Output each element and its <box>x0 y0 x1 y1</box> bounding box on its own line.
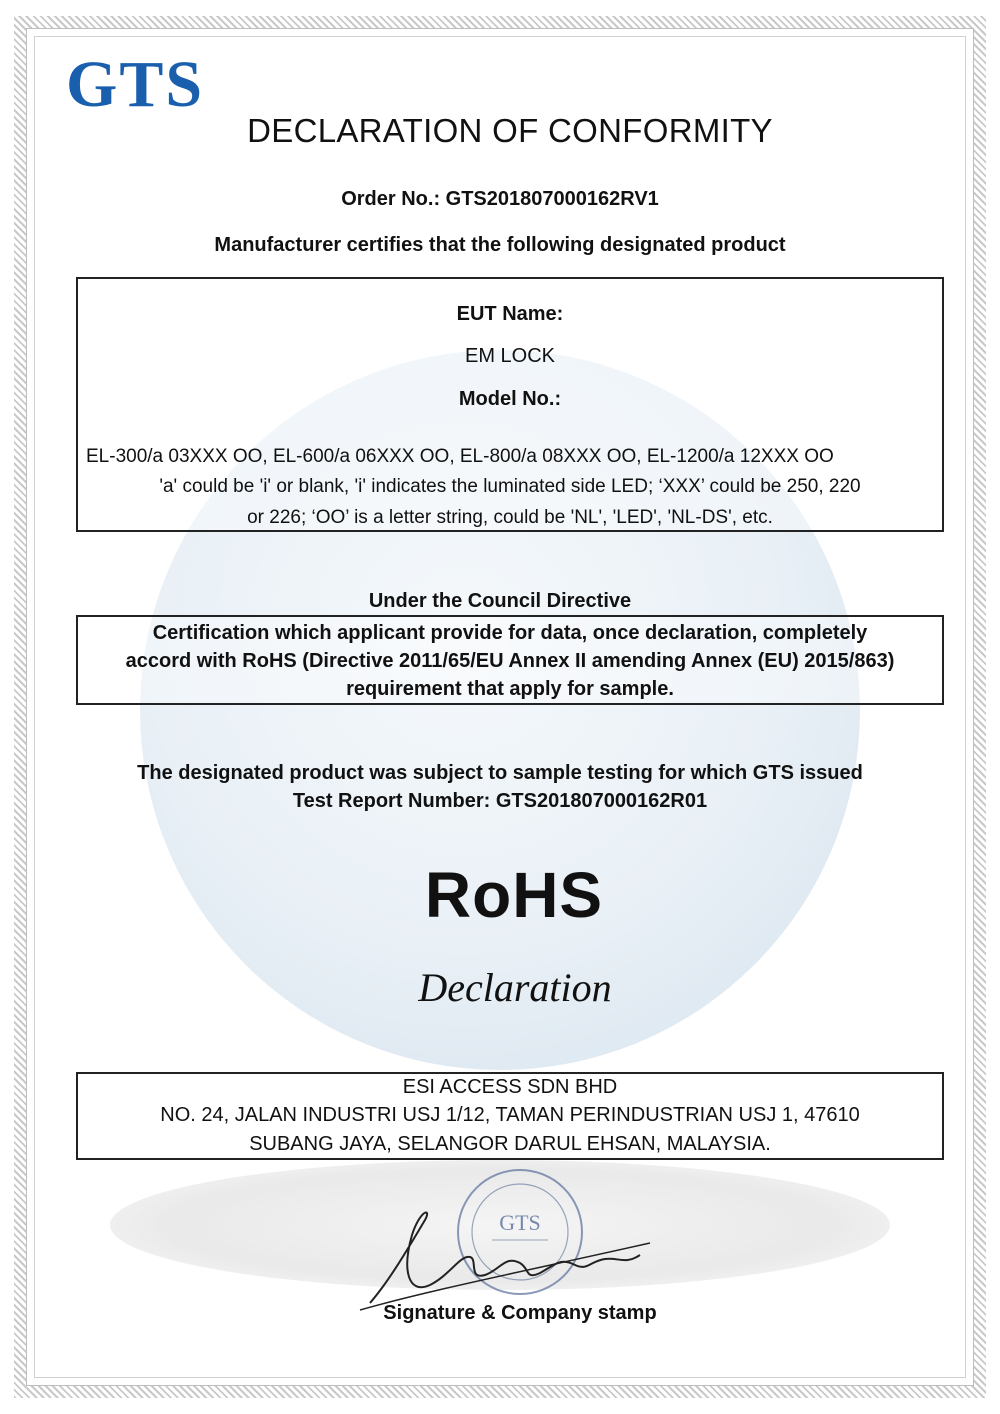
directive-box <box>76 615 944 705</box>
testing-statement: The designated product was subject to sample testing for which GTS issued <box>137 762 863 784</box>
order-number: Order No.: GTS201807000162RV1 <box>341 188 659 210</box>
model-number-label: Model No.: <box>458 388 562 410</box>
model-list: EL-300/a 03XXX OO, EL-600/a 06XXX OO, EL-800/a 08XXX OO, EL-1200/a 12XXX OO <box>86 446 834 467</box>
test-report-number: Test Report Number: GTS201807000162R01 <box>292 790 708 812</box>
company-box <box>76 1072 944 1160</box>
company-address-1: NO. 24, JALAN INDUSTRI USJ 1/12, TAMAN PERINDUSTRIAN USJ 1, 47610 <box>160 1104 860 1126</box>
eut-name-value: EM LOCK <box>464 345 556 367</box>
directive-text-3: requirement that apply for sample. <box>346 678 674 700</box>
eut-name-label: EUT Name: <box>456 303 564 325</box>
product-box <box>76 277 944 532</box>
intro-statement: Manufacturer certifies that the following designated product <box>214 234 786 256</box>
model-note-2: or 226; ‘OO’ is a letter string, could be 'NL', 'LED', 'NL-DS', etc. <box>247 507 773 528</box>
directive-text-2: accord with RoHS (Directive 2011/65/EU Annex II amending Annex (EU) 2015/863) <box>125 650 895 672</box>
declaration-subheading: Declaration <box>418 965 612 1010</box>
company-address-2: SUBANG JAYA, SELANGOR DARUL EHSAN, MALAYSIA. <box>249 1133 771 1155</box>
model-note-1: 'a' could be 'i' or blank, 'i' indicates the luminated side LED; ‘XXX’ could be 250, 220 <box>159 476 861 497</box>
stamp-text: GTS <box>499 1210 541 1235</box>
document-title: DECLARATION OF CONFORMITY <box>247 112 773 149</box>
directive-text-1: Certification which applicant provide for data, once declaration, completely <box>152 622 868 644</box>
gts-logo: GTS <box>66 48 205 121</box>
rohs-heading: RoHS <box>424 859 604 931</box>
signature-label: Signature & Company stamp <box>383 1302 657 1324</box>
directive-heading: Under the Council Directive <box>368 590 632 612</box>
company-name: ESI ACCESS SDN BHD <box>402 1076 618 1098</box>
